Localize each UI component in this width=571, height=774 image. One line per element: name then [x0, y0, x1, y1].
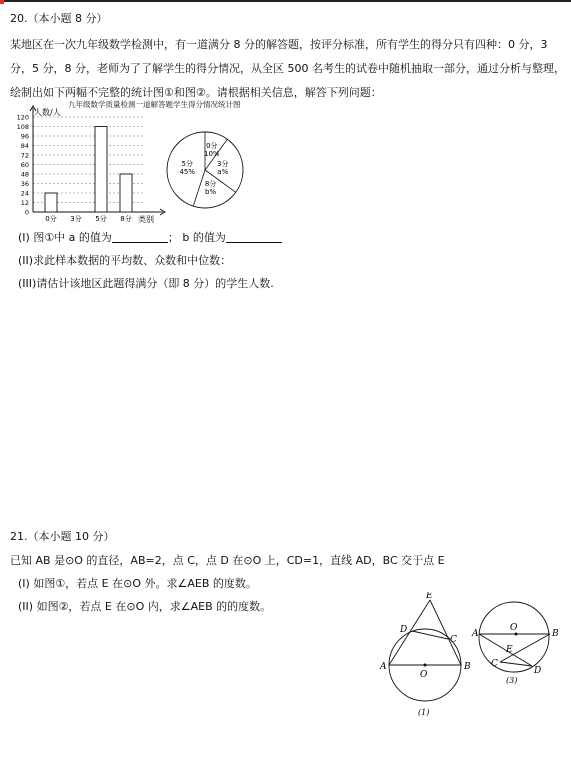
fig1-chord-cd: [412, 631, 448, 639]
answer-blank-b[interactable]: [226, 231, 282, 243]
fig1-caption: (1): [418, 708, 430, 717]
x-tick-label: 3分: [70, 215, 82, 223]
fig1-label-a: A: [380, 662, 387, 672]
fig2-label-b: B: [552, 629, 559, 639]
pie-slice-value: 45%: [179, 168, 196, 177]
corner-marker: [0, 0, 4, 4]
pie-slice-label: 8分: [204, 180, 217, 189]
fig2-caption: (3): [506, 676, 518, 685]
fig2-label-c: C: [491, 659, 498, 669]
x-tick-label: 0分: [45, 215, 57, 223]
q20-paragraph-line3: 绘制出如下两幅不完整的统计图①和图②。请根据相关信息，解答下列问题：: [10, 86, 382, 99]
part1-b-prefix: ； b 的值为: [167, 231, 226, 244]
y-tick-label: 48: [20, 170, 29, 179]
x-tick-label: 8分: [120, 215, 132, 223]
q21-paragraph-line1: 已知 AB 是⊙O 的直径，AB=2，点 C，点 D 在⊙O 上，CD=1，直线 AD，BC 交于点 E: [10, 554, 445, 567]
bar-3: [120, 174, 132, 212]
q21-heading: 21.（本小题 10 分）: [10, 530, 115, 543]
fig2-label-e: E: [506, 645, 513, 655]
y-tick-label: 96: [20, 132, 29, 141]
q20-part2: (II)求此样本数据的平均数、众数和中位数：: [18, 254, 232, 267]
q20-heading: 20.（本小题 8 分）: [10, 12, 108, 25]
fig1-label-d: D: [400, 625, 408, 635]
bar-chart-ylabel: 人数/人: [34, 108, 61, 117]
y-tick-label: 84: [20, 142, 29, 150]
q20-paragraph-line2: 分，5 分，8 分，老师为了了解学生的得分情况，从全区 500 名考生的试卷中随机抽取一部分，通过分析与整理，: [10, 62, 565, 75]
chart-title: 九年级数学质量检测一道解答题学生得分情况统计图: [68, 100, 241, 109]
fig1-label-b: B: [464, 662, 471, 672]
q20-part3: (III)请估计该地区此题得满分（即 8 分）的学生人数.: [18, 277, 274, 290]
y-tick-label: 24: [20, 189, 29, 198]
part1-a-prefix: (I) 图①中 a 的值为: [18, 231, 112, 244]
y-tick-label: 60: [20, 161, 29, 169]
fig1-center-dot: [424, 664, 427, 667]
figure-2-circle-inside: [470, 592, 565, 687]
pie-chart: [160, 125, 250, 215]
bar-2: [95, 127, 107, 213]
bar-chart: [8, 100, 178, 226]
bar-0: [45, 193, 57, 212]
fig1-label-e: E: [426, 592, 433, 601]
fig2-circle: [479, 602, 549, 672]
y-tick-label: 120: [16, 113, 29, 122]
q20-paragraph-line1: 某地区在一次九年级数学检测中，有一道满分 8 分的解答题，按评分标准，所有学生的得分只有四种：0 分，3: [10, 38, 548, 51]
pie-slice-value: a%: [217, 168, 229, 177]
x-tick-label: 5分: [95, 215, 107, 223]
y-tick-label: 12: [20, 199, 29, 207]
fig2-label-a: A: [472, 629, 479, 639]
y-tick-label: 72: [20, 151, 29, 160]
y-tick-label: 0: [24, 208, 29, 217]
q20-part1: [18, 231, 282, 245]
answer-blank-a[interactable]: [112, 231, 168, 243]
fig1-label-o: O: [420, 670, 428, 680]
q21-part1: (I) 如图①，若点 E 在⊙O 外。求∠AEB 的度数。: [18, 577, 257, 590]
y-tick-label: 108: [16, 123, 29, 131]
fig1-line-ae: [389, 600, 430, 665]
pie-slice-label: 0分: [206, 142, 218, 151]
fig2-label-d: D: [534, 666, 542, 676]
bar-chart-xlabel: 类别: [138, 215, 154, 224]
pie-slice-label: 5分: [181, 160, 193, 169]
fig1-label-c: C: [450, 635, 457, 645]
pie-slice-label: 3分: [217, 160, 229, 169]
pie-slice-value: 10%: [204, 150, 220, 159]
top-rule: [0, 0, 571, 2]
figure-1-circle-outside: [378, 592, 473, 722]
y-tick-label: 36: [20, 180, 29, 188]
fig2-label-o: O: [510, 623, 518, 633]
fig1-line-be: [430, 600, 461, 665]
q21-part2: (II) 如图②，若点 E 在⊙O 内，求∠AEB 的的度数。: [18, 600, 272, 613]
pie-slice-value: b%: [205, 188, 217, 197]
